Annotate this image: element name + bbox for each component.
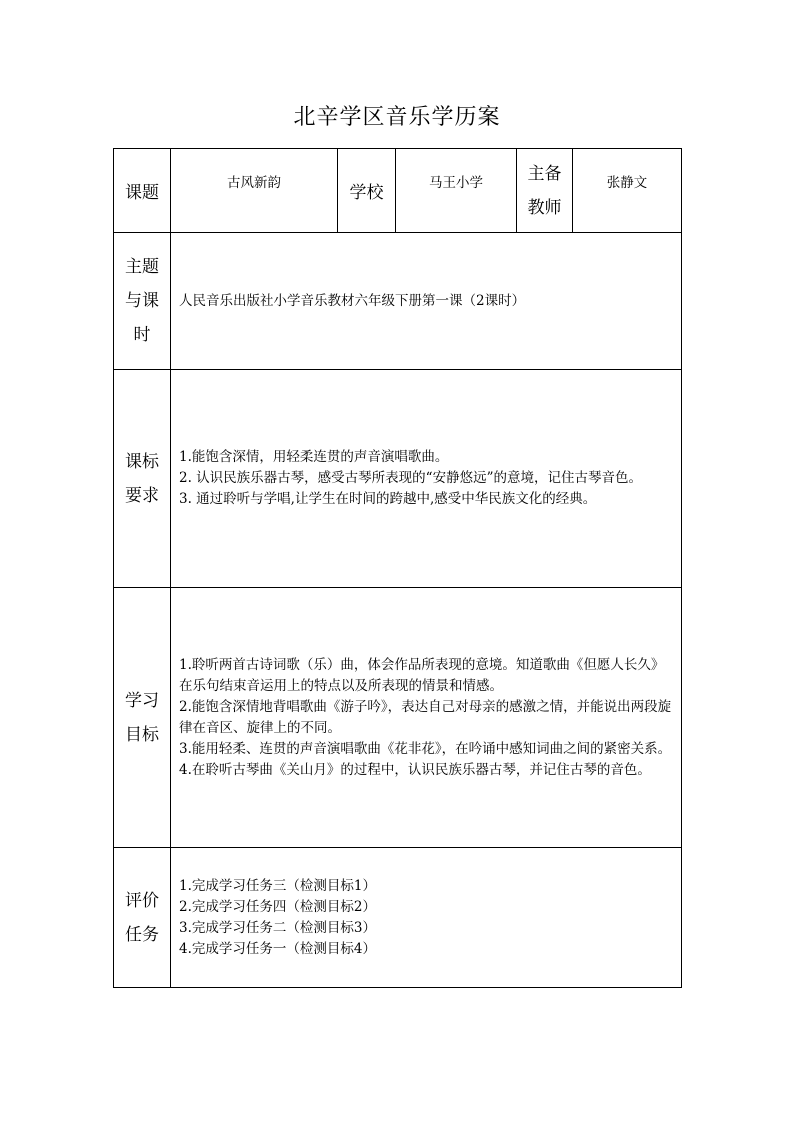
teacher-value: 张静文 [573,149,682,233]
standards-label [114,370,171,588]
goals-row [114,588,682,848]
goals-label-line: 学习 [125,690,159,711]
evaluation-row [114,848,682,988]
goals-label-line: 目标 [125,724,159,745]
evaluation-line: 3.完成学习任务二（检测目标3） [179,919,376,936]
standards-line: 2. 认识民族乐器古琴，感受古琴所表现的“安静悠远”的意境，记住古琴音色。 [179,470,642,486]
evaluation-line: 2.完成学习任务四（检测目标2） [179,898,376,915]
goals-label [114,588,171,848]
theme-row [114,233,682,370]
standards-row [114,370,682,588]
topic-label: 课题 [114,149,171,233]
goals-line: 1.聆听两首古诗词歌（乐）曲，体会作品所表现的意境。知道歌曲《但愿人长久》在乐句结束音运用上的特点以及所表现的情景和情感。 [179,656,665,694]
standards-content [171,370,682,588]
teacher-label-line: 主备 [527,163,562,184]
theme-label-line: 主题 [125,257,159,277]
evaluation-label-line: 任务 [125,924,159,945]
goals-line: 4.在聆听古琴曲《关山月》的过程中，认识民族乐器古琴，并记住古琴的音色。 [179,761,651,778]
standards-label-line: 要求 [125,485,159,506]
standards-line: 1.能饱含深情，用轻柔连贯的声音演唱歌曲。 [179,449,449,465]
evaluation-line: 1.完成学习任务三（检测目标1） [179,877,376,894]
page-title: 北辛学区音乐学历案 [293,105,501,130]
topic-value: 古风新韵 [171,149,338,233]
evaluation-line: 4.完成学习任务一（检测目标4） [179,940,376,957]
school-label: 学校 [338,149,396,233]
standards-line: 3. 通过聆听与学唱,让学生在时间的跨越中,感受中华民族文化的经典。 [179,491,597,507]
goals-content [171,588,682,848]
teacher-label [517,149,573,233]
goals-line: 3.能用轻柔、连贯的声音演唱歌曲《花非花》，在吟诵中感知词曲之间的紧密关系。 [179,740,672,757]
goals-line: 2.能饱含深情地背唱歌曲《游子吟》，表达自己对母亲的感激之情，并能说出两段旋律在音区、旋律上的不同。 [179,698,672,736]
theme-content [171,233,682,370]
teacher-label-line: 教师 [527,197,562,218]
theme-label [114,233,171,370]
school-value: 马王小学 [396,149,517,233]
evaluation-content [171,848,682,988]
theme-line: 人民音乐出版社小学音乐教材六年级下册第一课（2课时） [179,292,526,309]
lesson-plan-table [113,148,682,988]
standards-label-line: 课标 [125,451,159,472]
theme-label-line: 时 [133,325,151,345]
evaluation-label-line: 评价 [125,890,159,911]
header-row [114,149,682,233]
evaluation-label [114,848,171,988]
theme-label-line: 与课 [125,291,159,311]
